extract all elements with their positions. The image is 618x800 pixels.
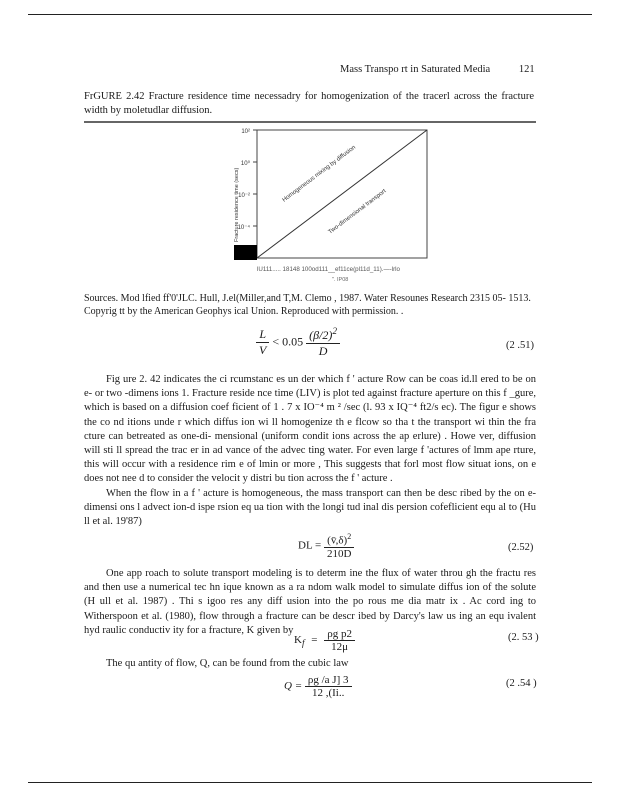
boundary-curve	[257, 130, 427, 258]
eq51-rhs-num	[306, 326, 340, 344]
x-axis-sub: ". IP08	[332, 277, 349, 283]
caption-text: Fracture residence time necessadry for homogenization of the tracerl across the fracture width by moletudlar diffusion.	[84, 91, 535, 116]
eq53-rel: =	[311, 634, 318, 647]
top-rule	[28, 14, 592, 15]
figure-caption	[84, 90, 534, 118]
figure-source: Sources. Mod lfied ff'0'JLC. Hull, J.el(Miller,and T,M. Clemo , 1987. Water Resounes Research 2315 05- 1513. Copyrig tt by the American Geophys ical Union. Reproduced with permission. .	[84, 293, 531, 317]
eq52-lhs: DL =	[298, 539, 322, 552]
caption-label: FrGURE 2.42	[84, 91, 145, 102]
figure-2-42	[212, 124, 462, 290]
page-number: 121	[518, 64, 535, 75]
body-paragraph-4	[84, 657, 536, 671]
eq53-fraction	[324, 628, 355, 653]
eq54-num: ρg /a J] 3	[305, 674, 352, 687]
running-header	[340, 64, 535, 75]
running-title: Mass Transpo rt in Saturated Media	[340, 64, 491, 75]
y-tick-label-2: 10⁰	[240, 161, 250, 167]
x-axis-text: lU111..... 18148 100od111__ef11ce(pl11d_11).—-lrlo	[257, 266, 400, 273]
eq54-fraction	[305, 674, 352, 699]
equation-2-53	[294, 628, 355, 653]
eq53-lhs: K	[294, 634, 302, 647]
eq53-num: ρg p2	[324, 628, 355, 641]
eq52-exp: 2	[347, 532, 352, 541]
eq52-fraction	[324, 532, 354, 560]
equation-2-51	[256, 326, 340, 359]
redaction-block	[234, 245, 257, 260]
lower-region-label: Two-dimensional transport	[327, 188, 388, 236]
y-tick-label-3: 10⁻²	[238, 193, 250, 199]
eq51-lhs-den: V	[259, 343, 267, 357]
eq54-den: 12 ,(Ii..	[311, 687, 345, 699]
figure-plot	[212, 124, 462, 290]
eq51-rhs-exp: 2	[332, 326, 337, 336]
eq54-lhs: Q =	[284, 680, 303, 693]
equation-2-54	[284, 674, 352, 699]
eq51-rhs	[306, 326, 340, 359]
eq53-number: (2. 53 )	[508, 632, 539, 643]
body-paragraphs-1	[84, 373, 536, 529]
eq51-rhs-den: D	[318, 344, 328, 358]
eq51-relation: < 0.05	[272, 334, 304, 349]
eq51-lhs-num: L	[256, 327, 269, 343]
equation-2-52	[298, 532, 354, 560]
y-tick-label-4: 10⁻⁴	[237, 225, 250, 231]
eq53-sub: f	[301, 638, 305, 649]
y-tick-label-1: 10²	[241, 129, 250, 135]
eq54-number: (2 .54 )	[506, 678, 537, 689]
eq52-num	[324, 532, 354, 548]
upper-region-label: Homogeneous mixing by diffusion	[281, 144, 358, 204]
eq53-den: 12μ	[331, 641, 349, 653]
bottom-rule	[28, 782, 592, 783]
eq52-num-text: (v̄,δ)	[327, 534, 348, 547]
eq51-number: (2 .51)	[506, 340, 534, 351]
caption-rule	[84, 121, 536, 123]
eq52-den: 210D	[326, 547, 352, 560]
paragraph-1: Fig ure 2. 42 indicates the ci rcumstanc es un der which f ' acture Row can be coas id.ll ered to be on e- or two -dimens ions 1. Fracture reside nce time (LIV) is plot ted against fracture aperture on this f _gure, which is based on a diffusion coef ficient of 1 . 7 x IO⁻⁴ m ² /sec (l. 93 x IQ⁻⁴ ft2/s ec). The figur e shows the co nd itions unde r which diffus ion wi ll homogenize th e flcow so tha t the transport wi thin the fra cture can betreated as one-di- mensional (uniform condit ions across the ap erlure) . Howe ver, diffusion will sti ll spread the trac er in ad vance of the advec ting water. For even large f 'actures of lmm ape rture, this will occur with a residence rim e of lmin or more , This suggests that forl most flow situat ions, on e does not nee d to consider the velocit y distri bu tion across the f ' acture .	[84, 374, 536, 485]
y-axis-label: Fracture residence time (secs)	[234, 167, 240, 242]
eq51-lhs	[256, 327, 269, 358]
paragraph-2: When the flow in a f ' acture is homogeneous, the mass transport can then be desc ribed by the on e-dimensi ons l advect ion-d ispe rsion eq ua tion with the longi tud inal dis persion cofeflicient equ al to (Hu ll et al. 19'87)	[84, 487, 536, 528]
eq51-rhs-num-text: (β/2)	[309, 328, 333, 342]
eq52-number: (2.52)	[508, 542, 534, 553]
paragraph-4: The qu antity of flow, Q, can be found from the cubic law	[106, 658, 349, 669]
paragraph-3: One app roach to solute transport modeling is to determ ine the flux of water throu gh the fractu res and then use a numerical tec hn ique known as a ra ndom walk model to simulate diffus ion of the solute (H ull et al. 1987) . Thi s igoo res any diff usion into the po rous me dia matr ix . Ac cord ing to Witherspoon et al. (1980), flow through a fracture can be descr ibed by Darcy's law us ing an equ ivalent hyd raulic conductiv ity for a fracture, K given by	[84, 568, 536, 636]
